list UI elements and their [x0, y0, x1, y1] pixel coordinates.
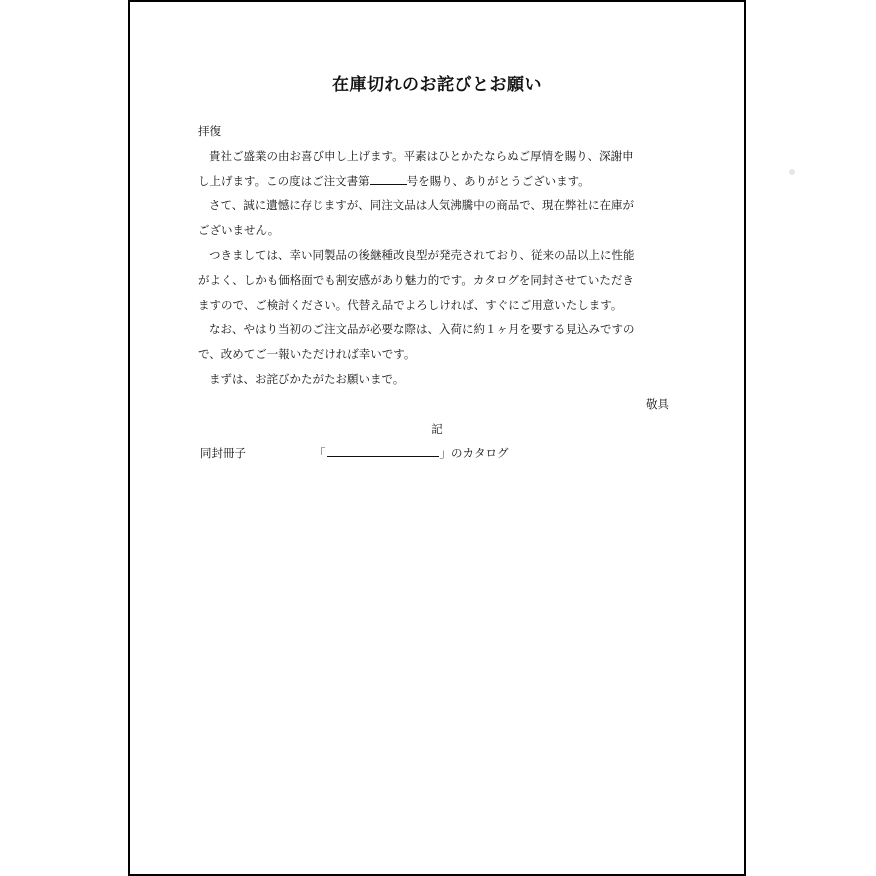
page-title: 在庫切れのお詫びとお願い [332, 75, 542, 95]
paragraph-line: がよく、しかも価格面でも割安感があり魅力的です。カタログを同封させていただき [198, 272, 634, 287]
catalog-name-blank [327, 446, 439, 457]
paragraph-line: なお、やはり当初のご注文品が必要な際は、入荷に約１ヶ月を要する見込みですの [209, 322, 635, 337]
letter-page [128, 0, 746, 876]
enclosure-value [314, 441, 509, 466]
ki-heading: 記 [431, 421, 443, 436]
paragraph-line: ございません。 [198, 223, 280, 238]
paragraph-line: さて、誠に遺憾に存じますが、同注文品は人気沸騰中の商品で、現在弊社に在庫が [209, 198, 635, 213]
scan-speck [789, 169, 795, 175]
order-number-blank [370, 174, 407, 185]
paragraph-line: で、改めてご一報いただければ幸いです。 [198, 347, 416, 362]
order-text-after: 号を賜り、ありがとうございます。 [406, 173, 590, 188]
salutation: 拝復 [198, 124, 221, 138]
letter-body [198, 119, 676, 466]
order-text-before: し上げます。この度はご注文書第 [198, 173, 370, 188]
paragraph-line: まずは、お詫びかたがたお願いまで。 [209, 371, 405, 386]
closing-keigu: 敬具 [646, 396, 669, 411]
enclosure-row [198, 441, 676, 466]
paragraph-line: 貴社ご盛業の由お喜び申し上げます。平素はひとかたならぬご厚情を賜り、深謝申 [209, 148, 634, 163]
enclosure-close-text: 」のカタログ [439, 446, 509, 461]
paragraph-line: つきましては、幸い同製品の後継種改良型が発売されており、従来の品以上に性能 [209, 247, 635, 262]
paragraph-line [198, 169, 676, 194]
paragraph-line: ますので、ご検討ください。代替え品でよろしければ、すぐにご用意いたします。 [198, 297, 623, 312]
enclosure-open-bracket: 「 [314, 446, 326, 461]
enclosure-label: 同封冊子 [200, 446, 246, 461]
